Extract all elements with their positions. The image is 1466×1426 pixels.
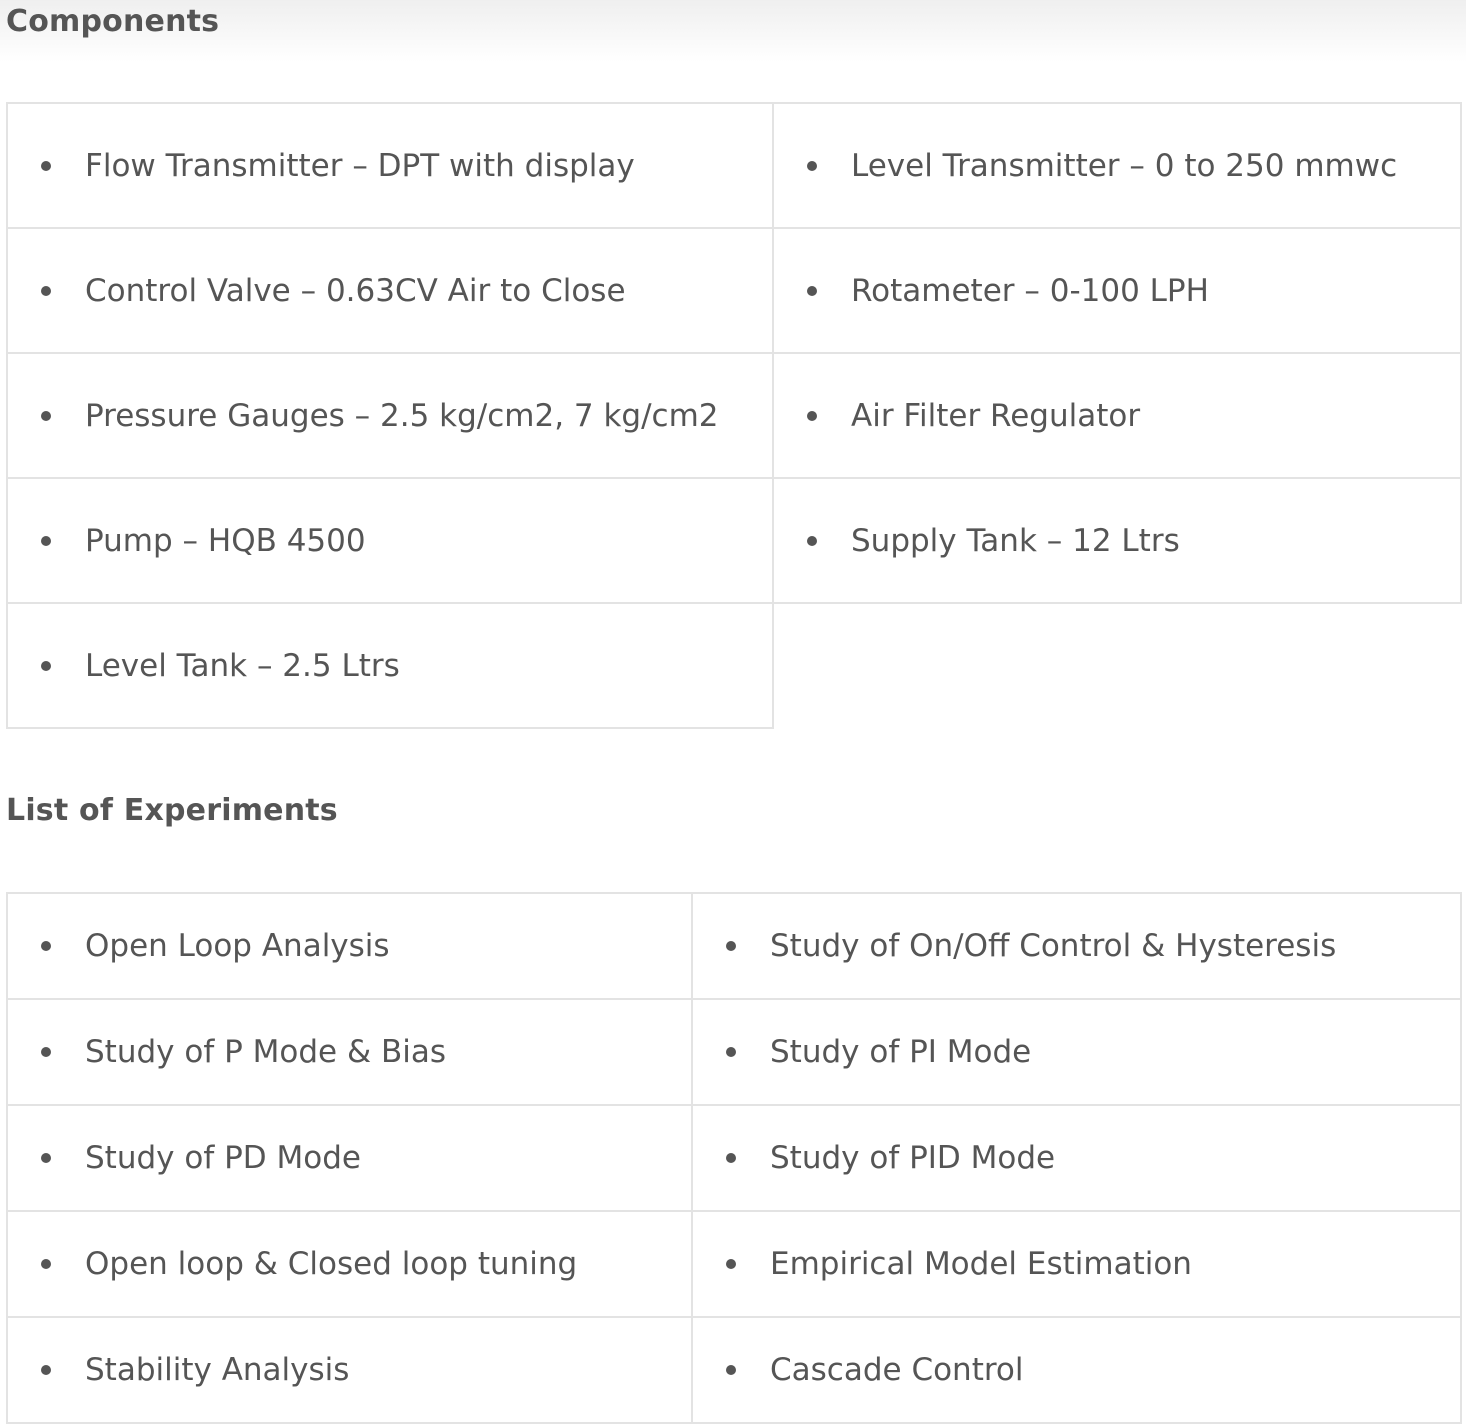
list-item: Cascade Control [770,1352,1024,1388]
table-cell [692,1105,1461,1211]
table-cell [7,603,773,728]
bullet-icon [41,1365,51,1375]
list-item: Pressure Gauges – 2.5 kg/cm2, 7 kg/cm2 [85,397,719,434]
list-item: Level Transmitter – 0 to 250 mmwc [851,147,1398,184]
components-heading: Components [6,4,220,39]
empty-cell [773,603,1461,728]
table-cell [773,103,1461,228]
table-cell [7,1105,692,1211]
table-cell [7,893,692,999]
table-cell [773,353,1461,478]
bullet-icon [726,1153,736,1163]
table-cell [7,999,692,1105]
bullet-icon [41,1259,51,1269]
bullet-icon [41,941,51,951]
components-table [6,102,1462,729]
list-item: Flow Transmitter – DPT with display [85,147,635,184]
table-cell [692,1317,1461,1423]
bullet-icon [41,286,51,296]
table-row [7,1317,1461,1423]
experiments-heading: List of Experiments [6,793,338,828]
table-row [7,1105,1461,1211]
table-cell [7,1317,692,1423]
bullet-icon [807,161,817,171]
table-cell [7,1211,692,1317]
list-item: Rotameter – 0-100 LPH [851,272,1209,309]
bullet-icon [807,536,817,546]
bullet-icon [41,661,51,671]
table-cell [7,103,773,228]
bullet-icon [41,1047,51,1057]
list-item: Stability Analysis [85,1352,350,1388]
list-item: Study of PID Mode [770,1140,1056,1176]
header-shade [0,0,1466,62]
table-cell [7,228,773,353]
bullet-icon [41,1153,51,1163]
table-row [7,478,1461,603]
table-cell [692,893,1461,999]
list-item: Study of PD Mode [85,1140,361,1176]
experiments-table [6,892,1462,1424]
list-item: Air Filter Regulator [851,397,1141,434]
table-cell [773,478,1461,603]
list-item: Supply Tank – 12 Ltrs [851,522,1180,559]
table-row [7,1211,1461,1317]
bullet-icon [726,1365,736,1375]
list-item: Empirical Model Estimation [770,1246,1192,1282]
table-cell [692,1211,1461,1317]
table-row [7,353,1461,478]
list-item: Open loop & Closed loop tuning [85,1246,578,1282]
bullet-icon [726,1047,736,1057]
list-item: Study of PI Mode [770,1034,1032,1070]
table-cell [692,999,1461,1105]
bullet-icon [41,411,51,421]
table-cell [773,228,1461,353]
bullet-icon [726,941,736,951]
list-item: Open Loop Analysis [85,928,390,964]
bullet-icon [807,411,817,421]
table-cell [7,478,773,603]
table-row [7,228,1461,353]
bullet-icon [807,286,817,296]
bullet-icon [726,1259,736,1269]
table-row [7,603,1461,728]
bullet-icon [41,536,51,546]
table-cell [7,353,773,478]
list-item: Pump – HQB 4500 [85,522,366,559]
table-row [7,893,1461,999]
bullet-icon [41,161,51,171]
list-item: Level Tank – 2.5 Ltrs [85,647,400,684]
list-item: Control Valve – 0.63CV Air to Close [85,272,626,309]
table-row [7,103,1461,228]
table-row [7,999,1461,1105]
list-item: Study of On/Off Control & Hysteresis [770,928,1337,964]
list-item: Study of P Mode & Bias [85,1034,447,1070]
